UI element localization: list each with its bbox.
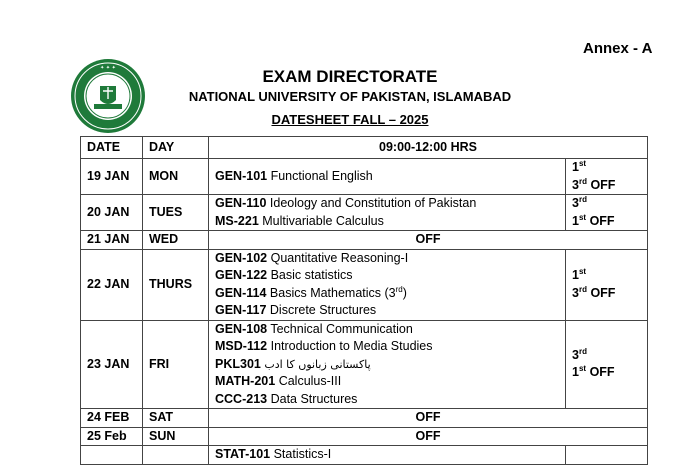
course-code: MATH-201 [215,374,276,388]
course-code: MSD-112 [215,339,268,353]
exam-date: 25 Feb [81,427,143,446]
datesheet-title: DATESHEET FALL – 2025 [271,112,429,127]
ordinal-suffix: rd [395,284,403,294]
off-day: OFF [209,427,648,446]
course-name: Basic statistics [270,268,353,282]
semester-off-entry [572,177,641,195]
course-code: PKL301 [215,356,261,371]
semester-number: 3 [572,196,579,210]
semester-off-entry [572,285,641,303]
semester-off-entry [572,213,641,231]
ordinal-suffix: rd [578,176,587,186]
semester-number: 3 [572,347,579,362]
course-list [209,159,566,195]
exam-date: 23 JAN [81,320,143,409]
course-code: MS-221 [215,213,259,228]
svg-text:✦ ✦ ✦: ✦ ✦ ✦ [100,65,116,71]
exam-day: WED [143,231,209,250]
course-name: پاکستانی زبانوں کا ادب [264,357,371,371]
exam-day: TUES [143,195,209,231]
semester-number: 1 [572,213,579,228]
course-code: GEN-102 [215,250,268,265]
course-code: GEN-110 [215,196,267,210]
semester-off [566,446,648,465]
course-entry [215,168,559,186]
course-name: Functional English [270,168,373,183]
col-time-header: 09:00-12:00 HRS [209,137,648,159]
off-label: OFF [589,213,615,228]
ordinal-suffix: rd [578,284,587,294]
table-row [81,427,648,446]
course-name-end: ) [402,285,407,300]
table-row [81,231,648,250]
off-label: OFF [590,177,616,192]
exam-day: THURS [143,249,209,320]
off-day: OFF [209,231,648,250]
table-row [81,320,648,409]
off-day: OFF [209,409,648,428]
course-entry [215,338,559,356]
course-entry [215,356,559,374]
course-entry [215,302,559,320]
ordinal-suffix: st [578,266,587,276]
table-row [81,409,648,428]
semester-number: 1 [572,268,579,282]
table-header-row [81,137,648,159]
course-list [209,320,566,409]
course-code: GEN-108 [215,321,268,336]
exam-day: SAT [143,409,209,428]
annex-label: Annex - A [583,40,653,57]
semester-off-entry [572,267,641,285]
table-row [81,446,648,465]
semester-off [566,195,648,231]
table-row [81,159,648,195]
course-entry [215,285,559,303]
exam-day [143,446,209,465]
course-code: CCC-213 [215,391,268,406]
ordinal-suffix: rd [578,194,587,204]
semester-off-entry [572,195,641,213]
course-name: Discrete Structures [269,303,377,317]
course-list [209,446,566,465]
course-list [209,195,566,231]
course-entry [215,250,559,268]
course-entry [215,446,559,464]
exam-day: MON [143,159,209,195]
exam-day: FRI [143,320,209,409]
course-code: GEN-114 [215,285,267,300]
course-code: GEN-117 [215,303,267,317]
course-entry [215,213,559,231]
semester-off [566,249,648,320]
semester-number: 3 [572,285,579,300]
course-code: GEN-101 [215,168,268,183]
ordinal-suffix: st [578,212,587,222]
exam-day: SUN [143,427,209,446]
course-name: Quantitative Reasoning-I [270,250,409,265]
ordinal-suffix: st [578,364,587,374]
off-label: OFF [589,365,615,380]
course-name: Technical Communication [270,321,413,336]
exam-date: 19 JAN [81,159,143,195]
semester-off [566,159,648,195]
university-name: NATIONAL UNIVERSITY OF PAKISTAN, ISLAMABAD [188,89,512,104]
exam-date: 22 JAN [81,249,143,320]
course-list [209,249,566,320]
exam-directorate-title: EXAM DIRECTORATE [262,67,438,86]
semester-number: 3 [572,177,579,192]
table-row [81,195,648,231]
course-code: GEN-122 [215,268,268,282]
course-entry [215,195,559,213]
col-date-header: DATE [81,137,143,159]
semester-off [566,320,648,409]
table-row [81,249,648,320]
course-entry [215,391,559,409]
semester-number: 1 [572,365,579,380]
course-name: Introduction to Media Studies [270,339,433,353]
exam-date: 24 FEB [81,409,143,428]
ordinal-suffix: rd [578,346,587,356]
course-name: Data Structures [270,391,358,406]
ordinal-suffix: st [578,158,587,168]
off-label: OFF [590,285,616,300]
col-day-header: DAY [143,137,209,159]
course-name: Ideology and Constitution of Pakistan [269,196,477,210]
course-entry [215,321,559,339]
exam-date: 20 JAN [81,195,143,231]
course-code: STAT-101 [215,447,271,461]
course-entry [215,373,559,391]
semester-number: 1 [572,160,579,174]
exam-date: 21 JAN [81,231,143,250]
course-name: Calculus-III [278,374,342,388]
exam-date [81,446,143,465]
course-name: Basics Mathematics (3 [269,285,396,300]
semester-off-entry [572,347,641,365]
course-name: Statistics-I [273,447,332,461]
semester-off-entry [572,159,641,177]
datesheet-table [80,136,648,465]
course-name: Multivariable Calculus [262,213,384,228]
semester-off-entry [572,364,641,382]
course-entry [215,267,559,285]
